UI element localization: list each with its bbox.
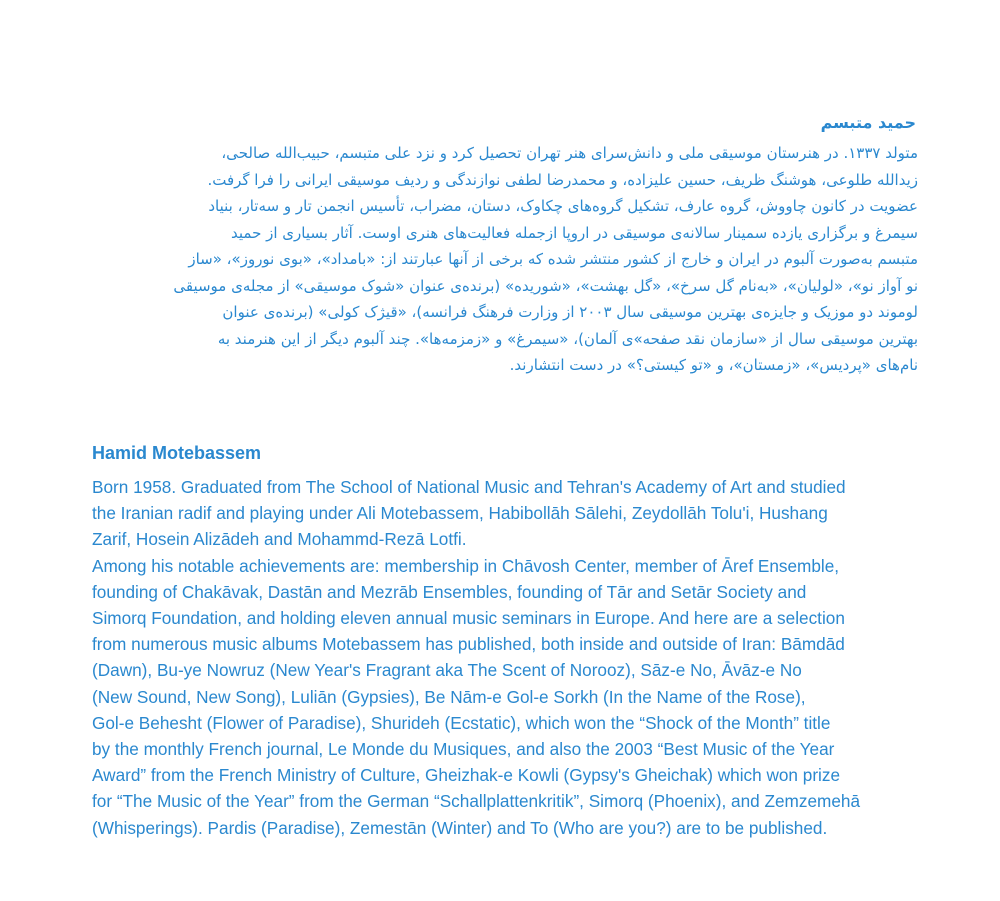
english-line: Award” from the French Ministry of Culture, Gheizhak-e Kowli (Gypsy's Gheichak) which won prize <box>92 765 841 786</box>
english-line: (Dawn), Bu-ye Nowruz (New Year's Fragrant aka The Scent of Norooz), Sāz-e No, Āvāz-e No <box>92 660 802 681</box>
english-paragraph <box>92 474 892 841</box>
english-line: the Iranian radif and playing under Ali Motebassem, Habibollāh Sālehi, Zeydollāh Tolu'i, Hushang <box>92 503 828 524</box>
english-line: Gol-e Behesht (Flower of Paradise), Shurideh (Ecstatic), which won the “Shock of the Month” title <box>92 712 831 733</box>
english-line: founding of Chakāvak, Dastān and Mezrāb Ensembles, founding of Tār and Setār Society and <box>92 581 807 602</box>
persian-line: سیمرغ و برگزاری یازده سمینار سالانه‌ی موسیقی در اروپا ازجمله فعالیت‌های هنری اوست. آثار بسیاری از حمید <box>231 223 918 242</box>
persian-line: عضویت در کانون چاووش، گروه عارف، تشکیل گروه‌های چکاوک، دستان، مضراب، تأسیس انجمن تار و سه‌تار، بنیاد <box>208 197 918 215</box>
english-line: Simorq Foundation, and holding eleven annual music seminars in Europe. And here are a selection <box>92 608 845 629</box>
persian-line: متولد ۱۳۳۷. در هنرستان موسیقی ملی و دانش‌سرای هنر تهران تحصیل کرد و نزد علی متبسم، حبیب‌الله صالحی، <box>221 144 918 162</box>
english-line: Born 1958. Graduated from The School of National Music and Tehran's Academy of Art and studied <box>92 477 846 497</box>
persian-section <box>88 112 918 379</box>
english-line: by the monthly French journal, Le Monde du Musiques, and also the 2003 “Best Music of the Year <box>92 739 835 760</box>
persian-line: متبسم به‌صورت آلبوم در ایران و خارج از کشور منتشر شده که برخی از آنها عبارتند از: «بامداد»، «بوی نوروز»، «ساز <box>188 250 918 268</box>
english-heading: Hamid Motebassem <box>92 443 262 463</box>
english-line: for “The Music of the Year” from the German “Schallplattenkritik”, Simorq (Phoenix), and Zemzemehā <box>92 791 861 812</box>
persian-line: لوموند دو موزیک و جایزه‌ی بهترین موسیقی سال ۲۰۰۳ از وزارت فرهنگ فرانسه)، «قیژک کولی» (برنده‌ی عنوان <box>222 303 918 321</box>
persian-line: نام‌های «پردیس»، «زمستان»، و «تو کیستی؟» در دست انتشارند. <box>509 356 918 374</box>
english-section <box>92 438 892 841</box>
persian-line: زیدالله طلوعی، هوشنگ ظریف، حسین علیزاده، و محمدرضا لطفی نوازندگی و ردیف موسیقی ایرانی را فرا گرفت. <box>207 170 918 189</box>
english-line: Among his notable achievements are: membership in Chāvosh Center, member of Āref Ensemble, <box>92 555 840 576</box>
persian-heading: حمید متبسم <box>820 113 916 132</box>
english-line: (Whisperings). Pardis (Paradise), Zemestān (Winter) and To (Who are you?) are to be published. <box>92 817 828 838</box>
persian-line: نو آواز نو»، «لولیان»، «به‌نام گل سرخ»، «گل بهشت»، «شوریده» (برنده‌ی عنوان «شوک موسیقی» از مجله‌ی موسیقی <box>173 276 918 295</box>
persian-paragraph <box>88 140 918 379</box>
persian-line: بهترین موسیقی سال از «سازمان نقد صفحه»ی آلمان)، «سیمرغ» و «زمزمه‌ها». چند آلبوم دیگر از این هنرمند به <box>217 329 918 348</box>
english-line: Zarif, Hosein Alizādeh and Mohammd-Rezā Lotfi. <box>92 529 467 550</box>
english-line: (New Sound, New Song), Luliān (Gypsies), Be Nām-e Gol-e Sorkh (In the Name of the Rose), <box>92 686 806 707</box>
english-line: from numerous music albums Motebassem has published, both inside and outside of Iran: Bāmdād <box>92 634 845 655</box>
